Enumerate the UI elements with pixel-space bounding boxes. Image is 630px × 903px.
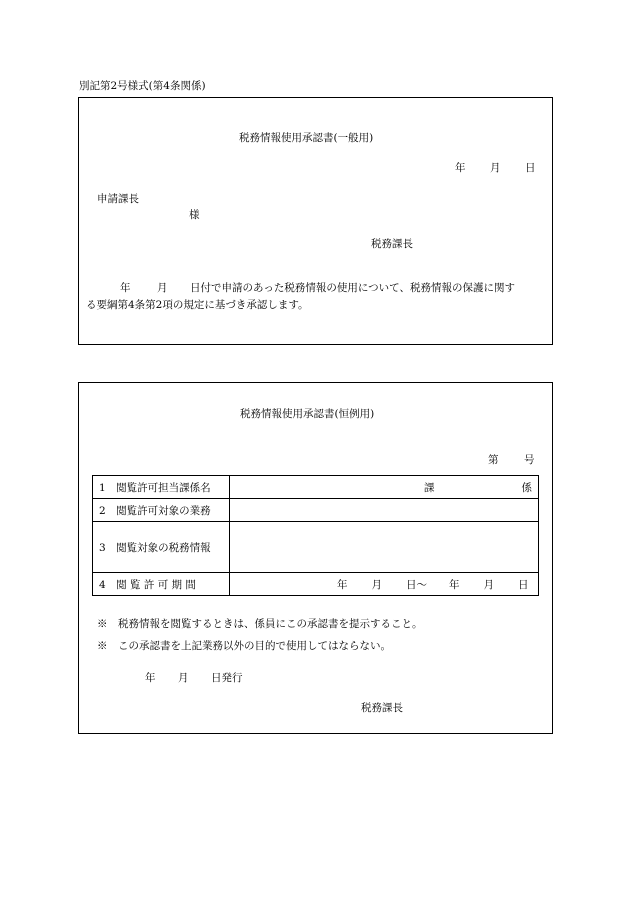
form1-date-month: 月 bbox=[490, 162, 501, 174]
form1-title: 税務情報使用承認書(一般用) bbox=[239, 132, 374, 144]
table-row bbox=[93, 476, 539, 499]
form2-title: 税務情報使用承認書(恒例用) bbox=[240, 408, 375, 420]
period-start-month: 月 bbox=[371, 578, 382, 591]
row1-ka: 課 bbox=[424, 481, 435, 494]
form1-date-year: 年 bbox=[455, 162, 466, 174]
form2-issuer: 税務課長 bbox=[361, 702, 403, 714]
row3-value bbox=[230, 522, 539, 573]
period-end-year: 年 bbox=[449, 578, 460, 591]
form1-date-day: 日 bbox=[525, 162, 536, 174]
form1-honorific: 様 bbox=[189, 209, 200, 221]
form1-body-month: 月 bbox=[157, 282, 168, 294]
row1-kakari: 係 bbox=[521, 481, 532, 494]
period-end-month: 月 bbox=[483, 578, 494, 591]
table-row bbox=[93, 573, 539, 596]
row4-label: 4 閲 覧 許 可 期 間 bbox=[93, 573, 230, 596]
form-header-note: 別記第2号様式(第4条関係) bbox=[79, 80, 206, 92]
form1-addressee: 申請課長 bbox=[97, 193, 139, 205]
issue-month: 月 bbox=[178, 672, 189, 684]
issue-year: 年 bbox=[145, 672, 156, 684]
row2-label: 2 閲覧許可対象の業務 bbox=[93, 499, 230, 522]
form2-number-go: 号 bbox=[524, 454, 535, 466]
table-row bbox=[93, 522, 539, 573]
note-1: ※ 税務情報を閲覧するときは、係員にこの承認書を提示すること。 bbox=[97, 618, 423, 630]
table-row bbox=[93, 499, 539, 522]
row1-label: 1 閲覧許可担当課係名 bbox=[93, 476, 230, 499]
row3-label: 3 閲覧対象の税務情報 bbox=[93, 522, 230, 573]
row2-value bbox=[230, 499, 539, 522]
form1-body-line2: る要綱第4条第2項の規定に基づき承認します。 bbox=[86, 299, 309, 311]
period-end-day: 日 bbox=[518, 578, 529, 591]
issue-day: 日発行 bbox=[211, 672, 243, 684]
row4-value bbox=[230, 573, 539, 596]
note-2: ※ この承認書を上記業務以外の目的で使用してはならない。 bbox=[97, 640, 391, 652]
period-start-year: 年 bbox=[337, 578, 348, 591]
form1-issuer: 税務課長 bbox=[371, 238, 413, 250]
form1-body-line1: 日付で申請のあった税務情報の使用について、税務情報の保護に関す bbox=[190, 282, 515, 294]
row1-value bbox=[230, 476, 539, 499]
period-start-day: 日〜 bbox=[406, 578, 427, 591]
form2-number-dai: 第 bbox=[488, 454, 499, 466]
form1-body-year: 年 bbox=[120, 282, 131, 294]
form2-table bbox=[92, 475, 539, 596]
